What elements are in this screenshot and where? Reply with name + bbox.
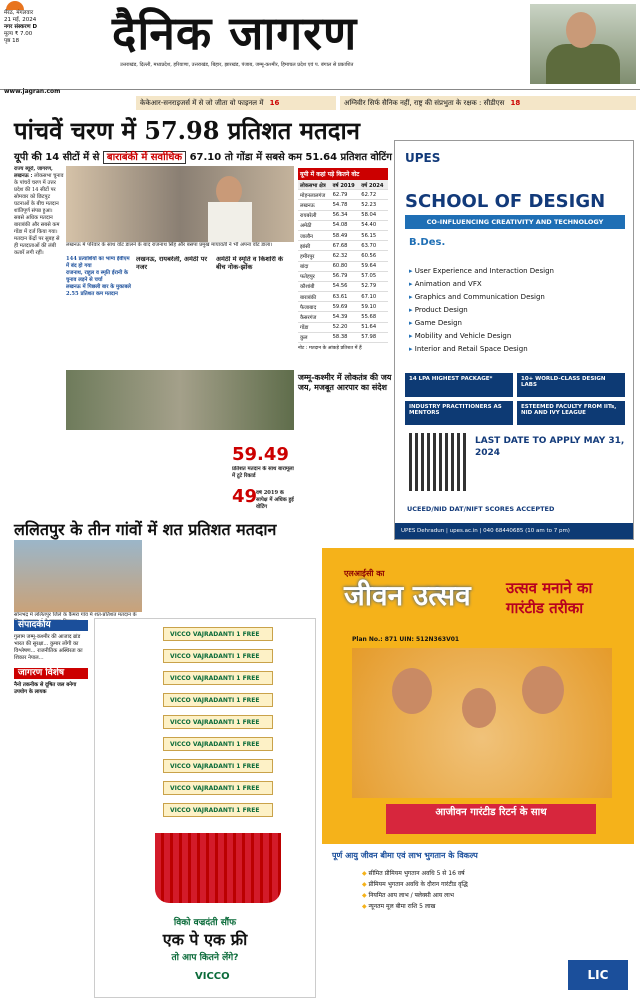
edition-price: मूल्य ₹ 7.00 [4,31,33,37]
big-number-2: 49 [232,486,258,507]
table-cell: 62.72 [359,190,388,200]
vicco-tube: VICCO VAJRADANTI 1 FREE [163,627,273,641]
vicco-tube: VICCO VAJRADANTI 1 FREE [163,803,273,817]
upes-scores-accepted: UCEED/NID DAT/NIFT SCORES ACCEPTED [407,505,555,513]
upes-course: ▸ Game Design [409,317,554,330]
table-cell: 52.23 [359,200,388,210]
sun-logo-icon [4,0,26,10]
special-heading: जागरण विशेष [14,668,88,679]
table-cell: मोहनलालगंज [298,190,331,200]
upes-degree: B.Des. [409,237,446,248]
vicco-tube: VICCO VAJRADANTI 1 FREE [163,737,273,751]
table-cell: 59.10 [359,302,388,312]
side-story-1-head: लखनऊ, रायबरेली, अमेठी पर नजर [136,256,207,271]
table-cell: लखनऊ [298,200,331,210]
table-cell: 57.98 [359,332,388,342]
upes-course: ▸ Mobility and Vehicle Design [409,330,554,343]
table-row [298,251,388,261]
upes-banner: CO-INFLUENCING CREATIVITY AND TECHNOLOGY [405,215,625,229]
portrait-body [546,44,620,84]
table-cell: 62.32 [331,251,360,261]
table-cell: 56.15 [359,230,388,240]
side-story-2 [216,256,294,366]
lead-point: राजनाथ, राहुल व स्मृति ईरानी के चुनाव लड़ने से चर्चा [66,270,128,283]
table-cell: रायबरेली [298,210,331,220]
portrait-face [566,12,596,48]
strip-right-page: 18 [510,99,521,107]
lic-ad[interactable] [322,548,634,996]
lic-benefit: ◆ न्यूनतम मूल बीमा राशि 5 लाख [362,901,468,912]
lic-benefit: ◆ नियमित आय लाभ / फ्लेक्सी आय लाभ [362,890,468,901]
side-story-1 [136,256,212,366]
table-cell: 63.70 [359,241,388,251]
website-link[interactable]: www.jagran.com [4,88,61,95]
table-cell: 67.10 [359,292,388,302]
table-cell: 54.40 [359,220,388,230]
table-cell: बांदा [298,261,331,271]
table-cell: 55.68 [359,312,388,322]
table-cell: 57.05 [359,271,388,281]
table-cell: 58.49 [331,230,360,240]
edition-name: नगर संस्करण D [4,24,38,30]
table-row [298,220,388,230]
lead-byline: राज्य ब्यूरो, जागरण, लखनऊ : [14,166,53,179]
table-cell: 58.38 [331,332,360,342]
vicco-brand: VICCO [195,971,230,982]
table-row [298,261,388,271]
big-number: 59.49 [232,444,289,465]
table-cell: कैसरगंज [298,312,331,322]
lalitpur-caption: सोनभद्र में ललितपुर जिले के कैमरा गांव में शत-प्रतिशत मतदान के [14,612,137,618]
upes-ad[interactable] [394,140,634,540]
vicco-offer-line: तो आप कितने लेंगे? [171,953,239,963]
table-cell: बाराबंकी [298,292,331,302]
upes-course: ▸ Graphics and Communication Design [409,291,554,304]
upes-course: ▸ User Experience and Interaction Design [409,265,554,278]
table-cell: 62.79 [331,190,360,200]
lead-points [66,256,132,366]
table-cell: झांसी [298,241,331,251]
table-cell: 60.80 [331,261,360,271]
vote-table-note: नोट : मतदान के आंकड़े प्रतिशत में हैं [298,346,362,351]
table-row [298,302,388,312]
photo-person-body [208,202,252,242]
edition-info [4,10,64,45]
upes-last-date: LAST DATE TO APPLY MAY 31, 2024 [475,436,625,458]
table-cell: 56.34 [331,210,360,220]
upes-course-list [409,265,554,356]
table-cell: कुल [298,332,331,342]
vote-table-grid [298,180,388,343]
table-row [298,241,388,251]
table-cell: 63.61 [331,292,360,302]
table-row [298,312,388,322]
table-row [298,281,388,291]
lic-family-photo [352,648,612,798]
lic-plan-no: Plan No.: 871 UIN: 512N363V01 [352,636,460,643]
table-cell: फतेहपुर [298,271,331,281]
vicco-tube: VICCO VAJRADANTI 1 FREE [163,649,273,663]
table-cell: 52.79 [359,281,388,291]
table-cell: 58.04 [359,210,388,220]
family-person [392,668,432,714]
table-cell: 59.64 [359,261,388,271]
vote-table [298,168,388,368]
table-cell: कौशांबी [298,281,331,291]
lic-benefit-list [362,868,468,912]
family-person [522,666,564,714]
special-body: नैनो तकनीक से दूषित जल बनेगा उपयोग के लायक [14,682,77,695]
table-cell: 67.68 [331,241,360,251]
lic-benefits [322,844,634,996]
editorial-heading: संपादकीय [14,620,88,631]
vicco-ad[interactable] [94,618,316,998]
upes-feature: 10+ WORLD-CLASS DESIGN LABS [517,373,625,397]
lic-tagline: उत्सव मनाने का गारंटीड तरीका [506,579,593,617]
lic-ribbon: आजीवन गारंटीड रिटर्न के साथ [386,804,596,834]
upes-feature: ESTEEMED FACULTY FROM IITs, NID AND IVY LEAGUE [517,401,625,425]
table-cell: 56.79 [331,271,360,281]
subhead-post: 67.10 तो गोंडा में सबसे कम 51.64 प्रतिशत वोटिंग [189,152,392,163]
vicco-tube: VICCO VAJRADANTI 1 FREE [163,715,273,729]
table-header: वर्ष 2024 [359,180,388,190]
table-cell: 51.64 [359,322,388,332]
editorial-column [14,620,88,1000]
table-cell: गोंडा [298,322,331,332]
jk-body [66,434,226,518]
table-cell: 54.39 [331,312,360,322]
table-cell: हमीरपुर [298,251,331,261]
table-cell: फैजाबाद [298,302,331,312]
table-cell: 59.69 [331,302,360,312]
shopping-basket-icon [155,833,281,903]
lead-point: 144 प्रत्याशियों का भाग्य ईवीएम में बंद हो गया [66,256,130,269]
table-header: लोकसभा क्षेत्र [298,180,331,190]
upes-school-title: SCHOOL OF DESIGN [405,191,606,212]
newspaper-title: दैनिक जागरण [112,6,358,60]
table-row [298,292,388,302]
vicco-offer-line: विको वज्रदंती सौंफ [173,918,237,928]
vicco-offer [95,915,315,963]
vote-table-title: यूपी में कहां पड़े कितने वोट [298,168,388,180]
upes-qr-code[interactable] [409,433,467,491]
lic-title: जीवन उत्सव [344,579,471,612]
lead-body: लोकसभा चुनाव के पांचवें चरण में उत्तर प्रदेश की 14 सीटों पर सोमवार को छिटपुट घटनाओं के बीच मतदान शांतिपूर्ण संपन्न हुआ। सबसे अधिक मतदान बाराबंकी और सबसे कम गोंडा में दर्ज किया गया। मतदान केंद्रों पर सुबह से ही मतदाताओं की लंबी कतारें लगी रहीं। [14,173,64,256]
edition-pages: पृष्ठ 18 [4,38,20,44]
vicco-tube: VICCO VAJRADANTI 1 FREE [163,693,273,707]
table-row [298,230,388,240]
upes-feature: INDUSTRY PRACTITIONERS AS MENTORS [405,401,513,425]
table-cell: 52.20 [331,322,360,332]
edition-date: 21 मई, 2024 [4,17,37,23]
big-number-label: प्रतिशत मतदान के साथ बारामूला में टूटे रिकार्ड [232,466,294,479]
lead-headline: पांचवें चरण में 57.98 प्रतिशत मतदान [14,116,360,145]
upes-feature: 14 LPA HIGHEST PACKAGE* [405,373,513,397]
table-row [298,322,388,332]
table-row [298,190,388,200]
table-row [298,200,388,210]
vicco-tube: VICCO VAJRADANTI 1 FREE [163,781,273,795]
lalitpur-photo [14,540,142,612]
vicco-tube: VICCO VAJRADANTI 1 FREE [163,759,273,773]
upes-footer: UPES Dehradun | upes.ac.in | 040 68440685 (10 am to 7 pm) [395,523,633,539]
vicco-offer-main: एक पे एक फ्री [162,930,248,949]
strip-left-text: केकेआर-सनराइजर्स में से जो जीता वो फाइनल में [140,99,264,107]
subhead-pre: यूपी की 14 सीटों में से [14,152,100,163]
lic-logo: LIC [568,960,628,990]
table-cell: जालौन [298,230,331,240]
table-row [298,332,388,342]
subhead-tag: बाराबंकी में सर्वाधिक [103,151,186,164]
lic-benefit: ◆ सीमित प्रीमियम भुगतान अवधि 5 से 16 वर्ष [362,868,468,879]
lalitpur-body [146,540,318,612]
vicco-tube: VICCO VAJRADANTI 1 FREE [163,671,273,685]
table-row [298,271,388,281]
edition-city-day: मेरठ, मंगलवार [4,10,34,16]
strip-right[interactable] [340,96,636,110]
table-cell: अमेठी [298,220,331,230]
jk-headline: जम्मू-कश्मीर में लोकतंत्र की जय जय, मजबूत आरपार का संदेश [298,372,392,392]
table-row [298,210,388,220]
masthead [0,0,640,90]
table-header: वर्ष 2019 [331,180,360,190]
lead-photo-caption: लखनऊ में परिवार के साथ वोट डालने के बाद राजनाथ सिंह और बसपा प्रमुख मायावती ने भी अपना वोट डाला। [66,242,273,248]
portrait-photo [530,4,636,84]
upes-course: ▸ Interior and Retail Space Design [409,343,554,356]
jk-photo [66,370,294,430]
upes-course: ▸ Product Design [409,304,554,317]
strip-left[interactable] [136,96,336,110]
upes-logo: UPES [405,151,441,165]
side-story-2-head: अमेठी में स्मृति व किशोरी के बीच नोक-झोंक [216,256,284,271]
table-cell: 54.56 [331,281,360,291]
lead-photo [66,166,294,242]
table-cell: 60.56 [359,251,388,261]
family-person [462,688,496,728]
strip-right-text: अग्निवीर सिर्फ सैनिक नहीं, राष्ट्र की संप्रभुता के रक्षक : सीडीएस [344,99,505,107]
lic-benefits-title: पूर्ण आयु जीवन बीमा एवं लाभ भुगतान के विकल्प [332,851,478,860]
table-cell: 54.08 [331,220,360,230]
editorial-body: गुलाम जम्मू-कश्मीर की आजाद ब्रांड भारत की सुरक्षा... कुमार लोंगी का विश्लेषण... राजनीतिक अस्थिरता का शिकार नेपाल... [14,634,83,661]
lic-benefit: ◆ प्रीमियम भुगतान अवधि के दौरान गारंटीड वृद्धि [362,879,468,890]
upes-course: ▸ Animation and VFX [409,278,554,291]
table-cell: 54.78 [331,200,360,210]
big-number-2-label: वर्ष 2019 के सापेक्ष में अधिक हुई वोटिंग [256,490,294,510]
lead-body-column [14,166,64,516]
lead-subhead [14,149,392,163]
lead-point: लखनऊ में पिछली बार के मुकाबले 2.55 प्रतिशत कम मतदान [66,284,131,297]
lalitpur-headline: ललितपुर के तीन गांवों में शत प्रतिशत मतदान [14,520,277,539]
lic-pre-title: एलआईसी का [344,569,385,578]
tagline: उत्तराखंड, दिल्ली, मध्यप्रदेश, हरियाणा, उत्तराखंड, बिहार, झारखंड, पंजाब, जम्मू-कश्मीर, हिमाचल प्रदेश एवं प. बंगाल से प्रकाशित [120,62,354,68]
strip-left-page: 16 [269,99,280,107]
